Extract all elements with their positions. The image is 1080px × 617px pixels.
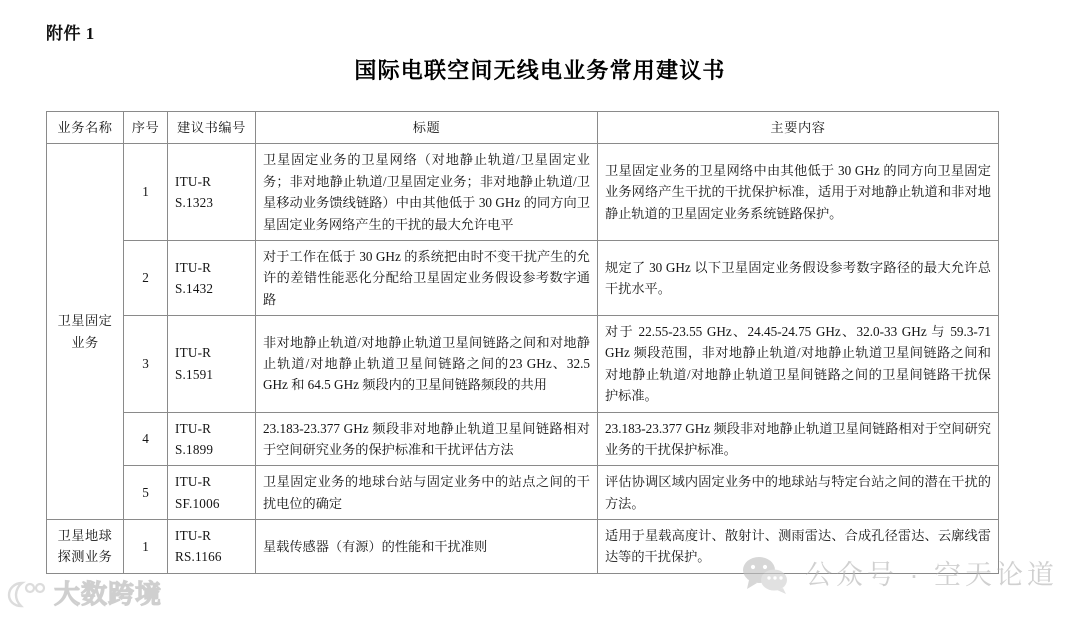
table-row bbox=[47, 144, 999, 241]
title-cell: 卫星固定业务的卫星网络（对地静止轨道/卫星固定业务；非对地静止轨道/卫星固定业务；非对地静止轨道/卫星移动业务馈线链路）中由其他低于 30 GHz 的同方向卫星固定业务网络产生的干扰的最大允许电平 bbox=[256, 144, 598, 241]
service-name-cell: 卫星固定业务 bbox=[47, 144, 124, 520]
column-header-content: 主要内容 bbox=[598, 112, 999, 144]
rec-no-line-2: S.1432 bbox=[175, 280, 214, 296]
column-header-seq: 序号 bbox=[124, 112, 168, 144]
title-cell: 对于工作在低于 30 GHz 的系统把由时不变干扰产生的允许的差错性能恶化分配给卫星固定业务假设参考数字通路 bbox=[256, 240, 598, 315]
seq-cell: 4 bbox=[124, 412, 168, 466]
rec-no-line-1: ITU-R bbox=[175, 474, 212, 490]
rec-no-line-1: ITU-R bbox=[175, 173, 212, 189]
rec-no-cell bbox=[168, 316, 256, 413]
table-row bbox=[47, 316, 999, 413]
rec-no-line-2: S.1323 bbox=[175, 195, 214, 211]
rec-no-line-1: ITU-R bbox=[175, 528, 212, 543]
rec-no-line-2: S.1899 bbox=[175, 441, 214, 457]
rec-no-line-1: ITU-R bbox=[175, 420, 212, 436]
title-cell: 非对地静止轨道/对地静止轨道卫星间链路之间和对地静止轨道/对地静止轨道卫星间链路之间的23 GHz、32.5 GHz 和 64.5 GHz 频段内的卫星间链路频段的共用 bbox=[256, 316, 598, 413]
title-cell: 星载传感器（有源）的性能和干扰准则 bbox=[256, 520, 598, 574]
watermark-right-text: 公众号 · 空天论道 bbox=[805, 559, 1058, 590]
table-row bbox=[47, 466, 999, 520]
table-row bbox=[47, 240, 999, 315]
column-header-title: 标题 bbox=[256, 112, 598, 144]
rec-no-cell bbox=[168, 144, 256, 241]
seq-cell: 5 bbox=[124, 466, 168, 520]
rec-no-line-1: ITU-R bbox=[175, 259, 212, 275]
rec-no-line-1: ITU-R bbox=[175, 345, 212, 361]
table-row bbox=[47, 412, 999, 466]
watermark-left-text: 大数跨境 bbox=[54, 579, 163, 609]
rec-no-line-2: S.1591 bbox=[175, 366, 214, 382]
seq-cell: 2 bbox=[124, 240, 168, 315]
rec-no-line-2: SF.1006 bbox=[175, 495, 220, 511]
title-cell: 23.183-23.377 GHz 频段非对地静止轨道卫星间链路相对于空间研究业务的保护标准和干扰评估方法 bbox=[256, 412, 598, 466]
content-cell: 对于 22.55-23.55 GHz、24.45-24.75 GHz、32.0-33 GHz 与 59.3-71 GHz 频段范围，非对地静止轨道/对地静止轨道卫星间链路之间和对地静止轨道/对地静止轨道卫星间链路之间的卫星间链路干扰保护标准。 bbox=[598, 316, 999, 413]
content-cell: 23.183-23.377 GHz 频段非对地静止轨道卫星间链路相对于空间研究业务的干扰保护标准。 bbox=[598, 412, 999, 466]
rec-no-cell bbox=[168, 520, 256, 574]
title-cell: 卫星固定业务的地球台站与固定业务中的站点之间的干扰电位的确定 bbox=[256, 466, 598, 520]
column-header-rec-no: 建议书编号 bbox=[168, 112, 256, 144]
seq-cell: 1 bbox=[124, 520, 168, 574]
column-header-service: 业务名称 bbox=[47, 112, 124, 144]
service-name-cell: 卫星地球探测业务 bbox=[47, 520, 124, 574]
content-cell: 卫星固定业务的卫星网络中由其他低于 30 GHz 的同方向卫星固定业务网络产生干扰的干扰保护标准，适用于对地静止轨道和非对地静止轨道的卫星固定业务系统链路保护。 bbox=[598, 144, 999, 241]
content-cell: 评估协调区域内固定业务中的地球站与特定台站之间的潜在干扰的方法。 bbox=[598, 466, 999, 520]
seq-cell: 1 bbox=[124, 144, 168, 241]
seq-cell: 3 bbox=[124, 316, 168, 413]
table-header-row bbox=[47, 112, 999, 144]
page-title: 国际电联空间无线电业务常用建议书 bbox=[354, 58, 726, 83]
recommendations-table bbox=[46, 111, 999, 574]
watermark-right bbox=[739, 555, 1058, 595]
rec-no-cell bbox=[168, 240, 256, 315]
content-cell: 适用于星载高度计、散射计、测雨雷达、合成孔径雷达、云廓线雷达等的干扰保护。 bbox=[598, 520, 999, 574]
watermark-left bbox=[6, 579, 162, 609]
dashukuajing-logo-icon bbox=[6, 579, 48, 609]
rec-no-cell bbox=[168, 412, 256, 466]
wechat-icon bbox=[739, 555, 791, 595]
rec-no-line-2: RS.1166 bbox=[175, 549, 222, 565]
rec-no-cell bbox=[168, 466, 256, 520]
content-cell: 规定了 30 GHz 以下卫星固定业务假设参考数字路径的最大允许总干扰水平。 bbox=[598, 240, 999, 315]
attachment-label: 附件 1 bbox=[46, 24, 95, 43]
